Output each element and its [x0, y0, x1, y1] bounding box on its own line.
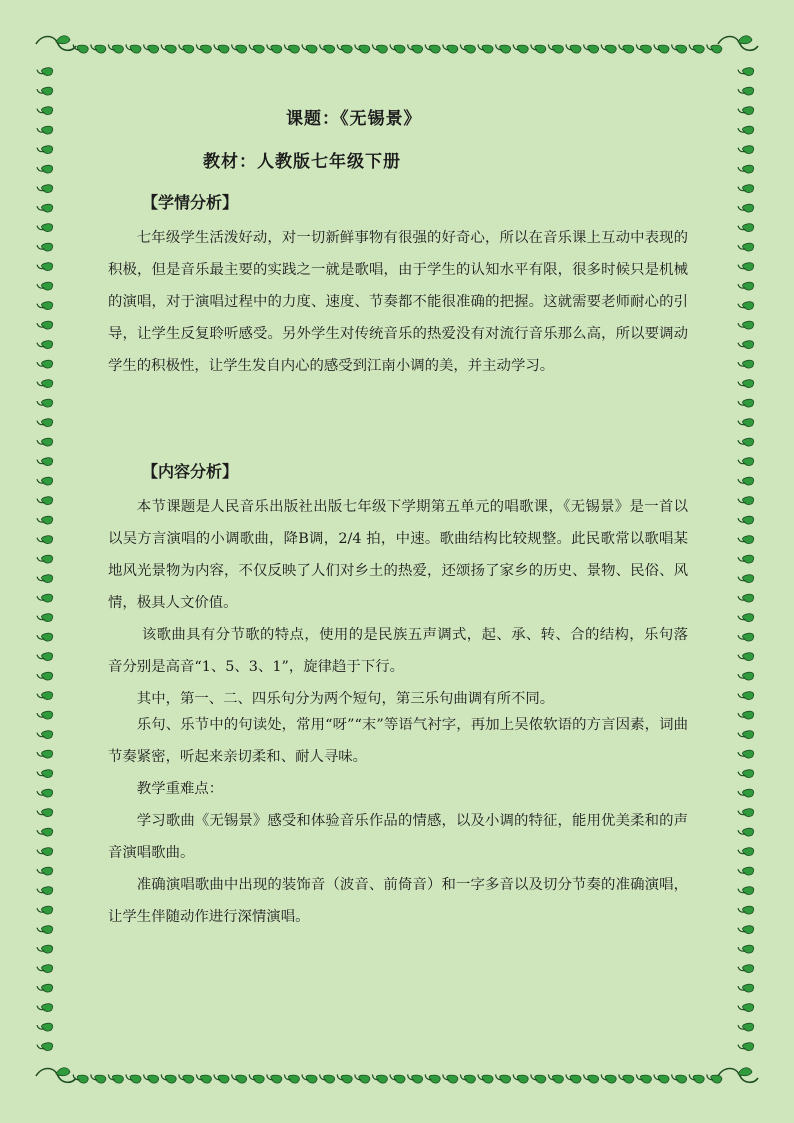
section-heading-learner-analysis: 【学情分析】	[142, 193, 239, 212]
textbook-info: 教材：人教版七年级下册	[203, 152, 401, 172]
paragraph: 学习歌曲《无锡景》感受和体验音乐作品的情感，以及小调的特征，能用优美柔和的声音演唱歌曲。	[108, 813, 688, 861]
paragraph: 乐句、乐节中的句读处，常用“呀”“末”等语气衬字，再加上吴侬软语的方言因素，词曲节奏紧密，听起来亲切柔和、耐人寻味。	[108, 717, 688, 765]
paragraph: 该歌曲具有分节歌的特点，使用的是民族五声调式，起、承、转、合的结构，乐句落音分别是高音“1、5、3、1”，旋律趋于下行。	[108, 627, 688, 675]
lesson-title: 课题：《无锡景》	[286, 109, 422, 129]
section-heading-content-analysis: 【内容分析】	[142, 462, 239, 481]
paragraph: 其中，第一、二、四乐句分为两个短句，第三乐句曲调有所不同。	[136, 691, 555, 707]
paragraph: 教学重难点：	[136, 781, 224, 797]
paragraph: 本节课题是人民音乐出版社出版七年级下学期第五单元的唱歌课，《无锡景》是一首以以吴方言演唱的小调歌曲，降B调，2/4 拍，中速。歌曲结构比较规整。此民歌常以歌唱某地风光景物为内容，不仅反映了人们对乡土的热爱，还颂扬了家乡的历史、景物、民俗、风情，极具人文价值。	[108, 499, 688, 611]
paragraph: 准确演唱歌曲中出现的装饰音（波音、前倚音）和一字多音以及切分节奏的准确演唱，让学生伴随动作进行深情演唱。	[108, 877, 688, 925]
paragraph: 七年级学生活泼好动，对一切新鲜事物有很强的好奇心，所以在音乐课上互动中表现的积极，但是音乐最主要的实践之一就是歌唱，由于学生的认知水平有限，很多时候只是机械的演唱，对于演唱过程中的力度、速度、节奏都不能很准确的把握。这就需要老师耐心的引导，让学生反复聆听感受。另外学生对传统音乐的热爱没有对流行音乐那么高，所以要调动学生的积极性，让学生发自内心的感受到江南小调的美，并主动学习。	[108, 230, 688, 374]
